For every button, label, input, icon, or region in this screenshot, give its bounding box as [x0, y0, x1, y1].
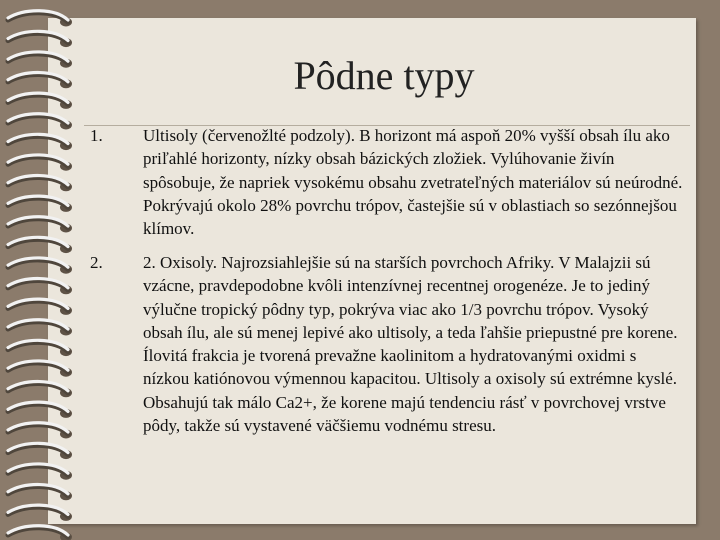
binding-ring-icon [8, 382, 72, 398]
binding-ring-icon [8, 340, 72, 356]
binding-ring-icon [8, 423, 72, 439]
list-item-number: 1. [90, 126, 103, 145]
binding-ring-icon [8, 258, 72, 274]
binding-ring-icon [8, 361, 72, 377]
binding-ring-icon [8, 114, 72, 130]
binding-ring-icon [8, 31, 72, 47]
binding-ring-icon [8, 464, 72, 480]
list-item-number: 2. [90, 253, 103, 272]
binding-ring-icon [8, 11, 72, 27]
binding-ring-icon [8, 320, 72, 336]
binding-ring-icon [8, 196, 72, 212]
binding-ring-icon [8, 155, 72, 171]
binding-ring-icon [8, 217, 72, 233]
list-item-text: 2. Oxisoly. Najrozsiahlejšie sú na starších povrchoch Afriky. V Malajzii sú vzácne, pravdepodobne kvôli intenzívnej recentnej orogenéze. Je to jediný výlučne tropický pôdny typ, pokrýva viac ako 1/3 povrchu trópov. Vysoký obsah ílu, ale sú menej lepivé ako ultisoly, a teda ľahšie priepustné pre korene. Ílovitá frakcia je tvorená prevažne kaolinitom a hydratovanými oxidmi s nízkou katiónovou výmennou kapacitou. Ultisoly a oxisoly sú extrémne kyslé. Obsahujú tak málo Ca2+, že korene majú tendenciu rásť v povrchovej vrstve pôdy, takže sú vystavené väčšiemu vodnému stresu. [143, 253, 678, 436]
binding-ring-icon [8, 176, 72, 192]
binding-ring-icon [8, 485, 72, 501]
slide-title: Pôdne typy [293, 53, 475, 98]
binding-ring-icon [8, 237, 72, 253]
binding-ring-icon [8, 443, 72, 459]
binding-ring-icon [8, 526, 72, 540]
list-item-text: Ultisoly (červenožlté podzoly). B horizont má aspoň 20% vyšší obsah ílu ako priľahlé horizonty, nízky obsah bázických zložiek. Vylúhovanie živín spôsobuje, že napriek vysokému obsahu zvetrateľných materiálov sú neúrodné. Pokrývajú okolo 28% povrchu trópov, častejšie sú v oblastiach so sezónnejšou klímov. [143, 126, 683, 239]
binding-ring-icon [8, 134, 72, 150]
binding-ring-icon [8, 279, 72, 295]
binding-ring-icon [8, 505, 72, 521]
binding-ring-icon [8, 299, 72, 315]
binding-ring-icon [8, 402, 72, 418]
